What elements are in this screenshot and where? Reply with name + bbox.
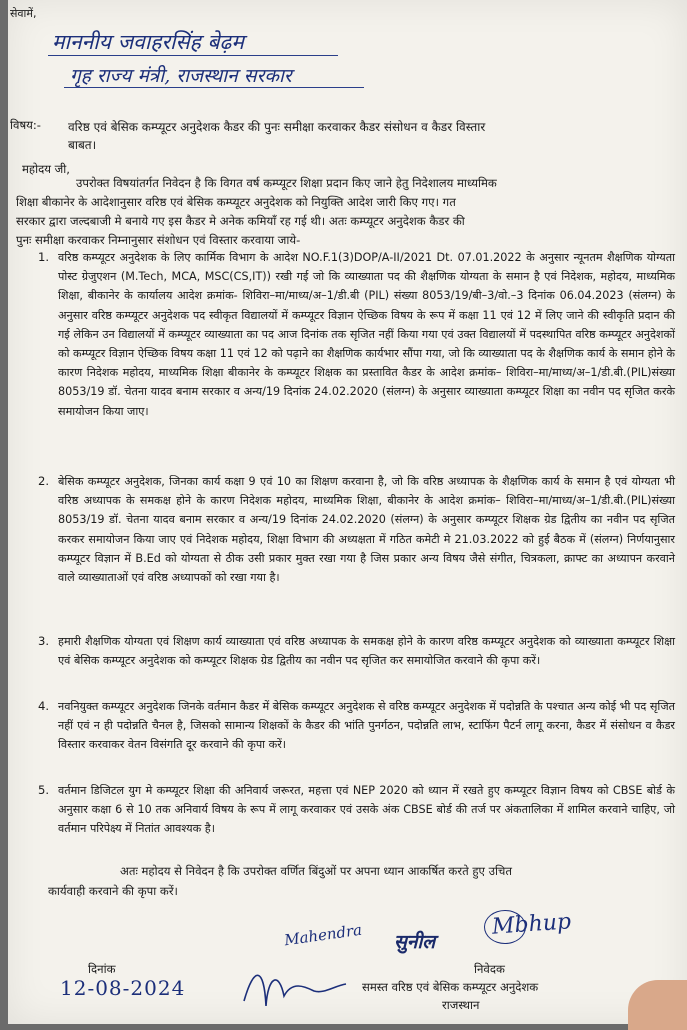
subject-label: विषय:- (10, 118, 41, 132)
applicant-label: निवेदक (474, 962, 505, 976)
greeting: महोदय जी, (22, 162, 70, 176)
closing-line-1: अतः महोदय से निवेदन है कि उपरोक्त वर्णित बिंदुओं पर अपना ध्यान आकर्षित करते हुए उचित (120, 864, 512, 878)
thumb-shadow (628, 980, 687, 1030)
date-label: दिनांक (88, 962, 116, 976)
subject-line-1: वरिष्ठ एवं बेसिक कम्प्यूटर अनुदेशक कैडर की पुनः समीक्षा करवाकर कैडर संसोधन व कैडर विस्तार (68, 120, 486, 134)
point-2 (40, 472, 675, 587)
recipient-underline-2 (64, 87, 364, 88)
signature-2: सुनील (394, 931, 436, 953)
signature-3-circle (484, 910, 526, 944)
signature-scribble (234, 956, 354, 1016)
recipient-title: गृह राज्य मंत्री, राजस्थान सरकार (70, 65, 292, 87)
point-2-text: बेसिक कम्प्यूटर अनुदेशक, जिनका कार्य कक्षा 9 एवं 10 का शिक्षण करवाना है, जो कि वरिष्ठ अध्यापक के शैक्षणिक कार्य के समान है एवं योग्यता भी वरिष्ठ अध्यापक के समकक्ष होने के कारण निदेशक महोदय, माध्यमिक शिक्षा, बीकानेर के आदेश क्रमांक– शिविरा–मा/माध्य/अ–1/डी.बी.(PIL)संख्या 8053/19 डॉ. चेतना यादव बनाम सरकार व अन्य/19 दिनांक 24.02.2020 (संलग्न) के अनुसार कम्प्यूटर शिक्षक ग्रेड द्वितीय का नवीन पद सृजित करकर समायोजन किया जाए एवं निदेशक महोदय, शिक्षा विभाग की अध्यक्षता में गठित कमेटी मे 21.03.2022 को हुई बैठक में (संलग्न) निर्णयानुसार कम्प्यूटर विज्ञान में B.Ed को योग्यता से ठीक उसी प्रकार मुक्त रखा गया है जिस प्रकार अन्य विषय जैसे संगीत, चित्रकला, क्राफ्ट का अध्यापन करवाने वाले व्याख्याताओं एवं वरिष्ठ अध्यापकों को रखा गया है। (58, 475, 675, 585)
point-1 (40, 248, 675, 421)
closing-line-2: कार्यवाही करवाने की कृपा करें। (48, 884, 178, 898)
point-3-text: हमारी शैक्षणिक योग्यता एवं शिक्षण कार्य व्याख्याता एवं वरिष्ठ अध्यापक के समकक्ष होने के कारण वरिष्ठ कम्प्यूटर अनुदेशक को व्याख्याता कम्प्यूटर शिक्षा एवं बेसिक कम्प्यूटर अनुदेशक को कम्प्यूटर शिक्षक ग्रेड द्वितीय का नवीन पद सृजित कर समायोजित करवाने की कृपा करें। (58, 635, 675, 668)
point-5-text: वर्तमान डिजिटल युग मे कम्प्यूटर शिक्षा की अनिवार्य जरूरत, महत्ता एवं NEP 2020 को ध्यान में रखते हुए कम्प्यूटर विज्ञान विषय को CBSE बोर्ड के अनुसार कक्षा 6 से 10 तक अनिवार्य विषय के रूप में लागू करवाकर एवं उसके अंक CBSE बोर्ड की तर्ज पर अंकतालिका में शामिल करवाने चाहिए, जो वर्तमान परिपेक्ष्य में नितांत आवश्यक है। (58, 784, 675, 836)
point-4 (40, 697, 675, 755)
point-3 (40, 632, 675, 670)
intro-line-2: शिक्षा बीकानेर के आदेशानुसार वरिष्ठ एवं बेसिक कम्प्यूटर अनुदेशक को नियुक्ति आदेश जारी किए गए। गत (16, 195, 456, 209)
subject-line-2: बाबत। (68, 138, 97, 152)
point-4-number: 4. (38, 699, 50, 713)
point-3-number: 3. (38, 634, 50, 648)
salutation-prefix: सेवामें, (10, 7, 37, 20)
intro-line-1: उपरोक्त विषयांतर्गत निवेदन है कि विगत वर्ष कम्प्यूटर शिक्षा प्रदान किए जाने हेतु निदेशालय माध्यमिक (76, 176, 497, 190)
point-1-text: वरिष्ठ कम्प्यूटर अनुदेशक के लिए कार्मिक विभाग के आदेश NO.F.1(3)DOP/A-II/2021 Dt. 07.01.2022 के अनुसार न्यूनतम शैक्षणिक योग्यता पोस्ट ग्रेजुएशन (M.Tech, MCA, MSC(CS,IT)) रखी गई जो कि व्याख्याता पद की शैक्षणिक योग्यता के समान है एवं निदेशक, महोदय, माध्यमिक शिक्षा, बीकानेर के कार्यालय आदेश क्रमांक- शिविरा–मा/माध्य/अ–1/डी.बी (PIL) संख्या 8053/19/बी–3/वो.–3 दिनांक 06.04.2023 (संलग्न) के अनुसार वरिष्ठ कम्प्यूटर अनुदेशक पद स्वीकृत विद्यालयों में कम्प्यूटर विज्ञान ऐच्छिक विषय के रूप में कक्षा 11 एवं 12 में लिए जाने की स्वीकृति प्रदान की गई लेकिन उन विद्यालयों में कम्प्यूटर व्याख्याता का पद आज दिनांक तक सृजित नहीं किया गया एवं उक्त विद्यालयों में पदस्थापित वरिष्ठ कम्प्यूटर अनुदेशकों को कम्प्यूटर विज्ञान ऐच्छिक विषय कक्षा 11 एवं 12 को पढ़ाने का शैक्षणिक कार्यभार सौंपा गया, जो कि व्याख्याता पद के शैक्षणिक कार्य के समान होने के कारण निदेशक महोदय, माध्यमिक शिक्षा बीकानेर के कम्प्यूटर शिक्षक का प्रस्तावित कैडर के आदेश क्रमांक– शिविरा–मा/माध्य/अ–1/डी.बी.(PIL)संख्या 8053/19 डॉ. चेतना यादव बनाम सरकार व अन्य/19 दिनांक 24.02.2020 (संलग्न) के अनुसार व्याख्याता कम्प्यूटर शिक्षा का नवीन पद सृजित करके समायोजन किया जाए। (58, 251, 675, 418)
intro-line-3: सरकार द्वारा जल्दबाजी मे बनाये गए इस कैडर मे अनेक कमियाँ रह गई थी। अतः कम्प्यूटर अनुदेशक कैडर की (16, 214, 465, 228)
point-4-text: नवनियुक्त कम्प्यूटर अनुदेशक जिनके वर्तमान कैडर में बेसिक कम्प्यूटर अनुदेशक से वरिष्ठ कम्प्यूटर अनुदेशक में पदोन्नति के पश्चात अन्य कोई भी पद सृजित नहीं एवं न ही पदोन्नति चैनल है, जिसको सामान्य शिक्षकों के कैडर की भांति पुनर्गठन, पदोन्नति लाभ, स्टाफिंग पैटर्न लागू करना, कैडर में संसोधन व कैडर विस्तार करवाकर वेतन विसंगति दूर करवाने की कृपा करें। (58, 700, 675, 752)
recipient-name: माननीय जवाहरसिंह बेढ़म (52, 30, 244, 54)
intro-line-4: पुनः समीक्षा करवाकर निम्नानुसार संशोधन एवं विस्तार करवाया जाये- (16, 233, 301, 247)
letter-page (8, 0, 687, 1024)
applicant-line-2: राजस्थान (442, 998, 480, 1012)
date-value: 12-08-2024 (60, 976, 186, 1000)
applicant-line-1: समस्त वरिष्ठ एवं बेसिक कम्प्यूटर अनुदेशक (362, 980, 539, 994)
point-5-number: 5. (38, 783, 50, 797)
recipient-underline-1 (48, 55, 338, 56)
signature-3: Mbhup (491, 909, 572, 940)
point-1-number: 1. (38, 250, 50, 264)
point-5 (40, 781, 675, 839)
signature-1: Mahendra (283, 920, 364, 950)
point-2-number: 2. (38, 474, 50, 488)
